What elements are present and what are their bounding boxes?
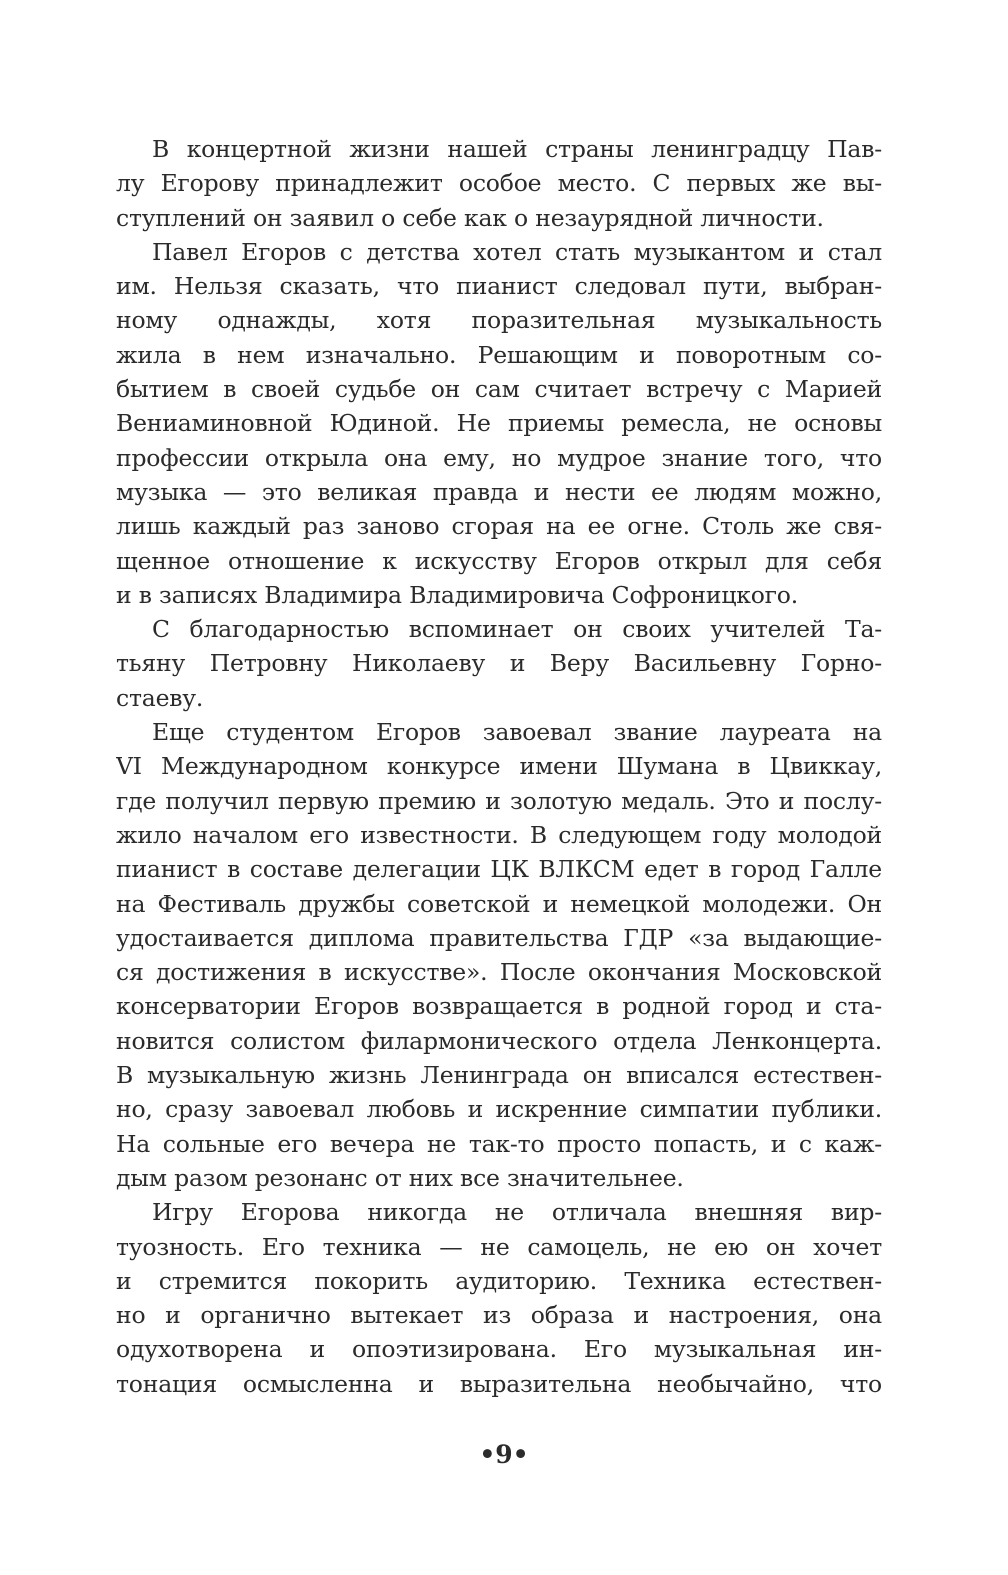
text-line: туозность. Его техника — не самоцель, не ею он хочет <box>116 1232 882 1261</box>
text-line: тьяну Петровну Николаеву и Веру Васильевну Горно- <box>116 649 882 678</box>
text-line: Еще студентом Егоров завоевал звание лауреата на <box>152 718 882 747</box>
text-line: стаеву. <box>116 683 204 712</box>
text-line: музыка — это великая правда и нести ее людям можно, <box>116 477 882 506</box>
text-line: VI Международном конкурсе имени Шумана в Цвиккау, <box>116 752 882 781</box>
text-line: лишь каждый раз заново сгорая на ее огне. Столь же свя- <box>116 512 882 541</box>
text-line: где получил первую премию и золотую медаль. Это и послу- <box>116 786 882 815</box>
text-line: профессии открыла она ему, но мудрое знание того, что <box>116 443 882 472</box>
text-line: ному однажды, хотя поразительная музыкальность <box>116 306 882 335</box>
text-line: В музыкальную жизнь Ленинграда он вписался естествен- <box>116 1061 882 1090</box>
text-line: консерватории Егоров возвращается в родной город и ста- <box>116 992 882 1021</box>
text-line: Павел Егоров с детства хотел стать музыкантом и стал <box>152 237 882 266</box>
text-line: жило началом его известности. В следующем году молодой <box>116 820 882 849</box>
text-line: ся достижения в искусстве». После окончания Московской <box>116 958 882 987</box>
text-line: С благодарностью вспоминает он своих учителей Та- <box>152 615 882 644</box>
text-line: На сольные его вечера не так-то просто попасть, и с каж- <box>116 1129 882 1158</box>
text-line: одухотворена и опоэтизирована. Его музыкальная ин- <box>116 1335 882 1364</box>
text-line: но и органично вытекает из образа и настроения, она <box>116 1301 882 1330</box>
text-line: и стремится покорить аудиторию. Техника естествен- <box>116 1266 882 1295</box>
text-line: но, сразу завоевал любовь и искренние симпатии публики. <box>116 1095 882 1124</box>
text-line: на Фестиваль дружбы советской и немецкой молодежи. Он <box>116 889 882 918</box>
page-number: •9• <box>479 1440 529 1469</box>
text-line: дым разом резонанс от них все значительнее. <box>116 1163 684 1192</box>
text-line: В концертной жизни нашей страны ленинградцу Пав- <box>152 135 882 163</box>
text-line: лу Егорову принадлежит особое место. С первых же вы- <box>116 169 882 198</box>
text-line: ступлений он заявил о себе как о незаурядной личности. <box>116 203 824 232</box>
text-line: тонация осмысленна и выразительна необычайно, что <box>116 1369 882 1398</box>
text-line: удостаивается диплома правительства ГДР «за выдающие- <box>116 923 882 952</box>
text-line: и в записях Владимира Владимировича Софроницкого. <box>116 580 799 609</box>
text-line: бытием в своей судьбе он сам считает встречу с Марией <box>116 375 882 404</box>
text-line: новится солистом филармонического отдела Ленконцерта. <box>116 1026 882 1055</box>
text-line: щенное отношение к искусству Егоров открыл для себя <box>116 546 882 575</box>
text-line: Игру Егорова никогда не отличала внешняя вир- <box>152 1198 882 1227</box>
body-text <box>116 132 882 1401</box>
text-line: жила в нем изначально. Решающим и поворотным со- <box>116 340 882 369</box>
text-line: Вениаминовной Юдиной. Не приемы ремесла, не основы <box>116 409 882 438</box>
text-line: им. Нельзя сказать, что пианист следовал пути, выбран- <box>116 272 882 301</box>
text-line: пианист в составе делегации ЦК ВЛКСМ едет в город Галле <box>116 855 882 884</box>
